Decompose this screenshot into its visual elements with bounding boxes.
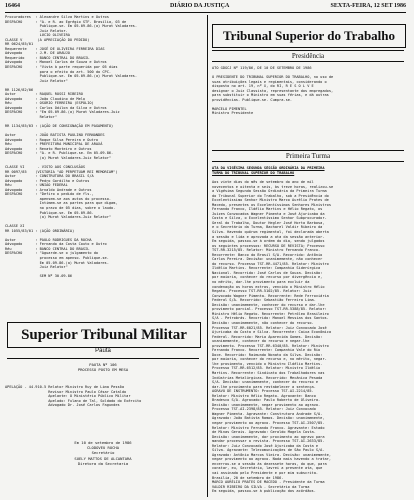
- text-line: Autor : JOÃO BATISTA PAULINO FERNANDES: [5, 133, 105, 138]
- text-line: condenação as horas extras, vencido o Ministro Hélio: [212, 284, 325, 289]
- text-line: Regato. Processo TST-RR-5102/85. Relator: Juiz: [212, 289, 312, 294]
- tst-ato-text: [212, 66, 408, 118]
- text-line: a sessão e lida e aprovada a ata da sessão anterior.: [212, 234, 325, 239]
- text-line: no prazo de 05 dias, sobre o laudo.: [5, 205, 116, 210]
- text-line: Publique-se. Em 05.09.86.(a) Murat Valadares-: [5, 74, 137, 79]
- text-line: Réu : UNIÃO FEDERAL: [5, 183, 68, 188]
- text-line: TST-RR-3215/85. Relator: Ministro Fernando Franco.: [212, 248, 321, 253]
- header-rule: [5, 12, 406, 13]
- text-line: Convocado Wagner Pimenta. Recorrente: Rede Ferroviária: [212, 293, 329, 298]
- text-line: Recorrente: Banco do Brasil S/A. Recorrido: Antônio: [212, 252, 323, 257]
- text-line: Advogado : João Claudino de Melo: [5, 96, 86, 101]
- text-line: Advogado : Arnaldo Andrade e Outros: [5, 187, 92, 192]
- text-line: Juiz Relator": [5, 265, 68, 270]
- text-line: (a) Murat Valadares-Juiz Relator": [5, 215, 112, 220]
- text-line: DESPACHO : "A. e R. ao Egrégio STF. Brasília, 03 de: [5, 19, 127, 24]
- text-line: do Tribunal Superior do Trabalho, sob a Presidência do: [212, 193, 329, 198]
- text-line: Réu : BANCO CENTRAL DO BRASIL: [5, 246, 90, 251]
- text-line: DESPACHO : "Defiro o pedido de fls.,: [5, 192, 94, 197]
- text-line: Apelante: O Ministério Público Militar: [5, 394, 131, 399]
- text-line: TURMA DO TRIBUNAL SUPERIOR DO TRABALHO: [212, 170, 295, 175]
- text-line: Réu : PREFEITURA MUNICIPAL DE ARAXÁ: [5, 142, 103, 147]
- text-line: Bradesco S/A. Agravado: Paulo Roberto de Oliveira.: [212, 398, 321, 403]
- text-line: O PRESIDENTE DO TRIBUNAL SUPERIOR DO TRABALHO, no uso de: [212, 75, 334, 80]
- text-line: DESPACHO : "Vista à parte requerida por 05 dias: [5, 65, 118, 70]
- text-line: negar provimento ao agravo. Nada mais havendo a tratar,: [212, 457, 331, 462]
- text-line: provimento. Processo TST-RR-6340/85. Relator: Ministro: [212, 343, 329, 348]
- text-line: encerrou-se a sessão às dezessete horas, do que, para: [212, 461, 327, 466]
- text-line: suas atribuições legais e regimentais, considerando o: [212, 79, 327, 84]
- text-line: e o Secretário da Turma, Bacharel Valdir Ribeiro da: [212, 225, 323, 230]
- text-line: os seguintes processos: RECURSO DE REVISTA; Processo: [212, 243, 325, 248]
- text-line: Ministro Hélio Regato. Recorrente: Petróleo Brasileiro: [212, 311, 329, 316]
- text-line: S/A. Decisão: unanimemente, conhecer do recurso e: [212, 380, 319, 385]
- text-line: ATA DA VIGÉSIMA SEGUNDA SESSÃO ORDINÁRIA DA PRIMEIRA: [212, 166, 325, 170]
- text-line: Nacional. Recorrido: José Carlos de Souza. Decisão:: [212, 270, 323, 275]
- text-line: RR 0624/85/01: [5, 42, 34, 47]
- text-line: designar o Juiz Classista, representante dos empregados,: [212, 88, 334, 93]
- text-line: MARCELO PIMENTEL: [212, 106, 247, 111]
- text-line: Brasília, 20 de setembro de 1986.: [212, 475, 284, 480]
- text-line: vai assinada pelo Presidente e por mim subscrita.: [212, 471, 319, 475]
- stm-rule: [7, 358, 199, 359]
- text-line: Em seguida, passou-se à ordem do dia, sendo julgados: [212, 239, 325, 244]
- text-line: Publique-se. Em 05.09.86.(a) Murat Valadares-: [5, 24, 137, 29]
- text-line: Autor : RAQUEL ROSSI RIBEIRO: [5, 92, 83, 97]
- text-line: Publique-se. Em 05.09.86.: [5, 210, 94, 215]
- tst-ata-text: [212, 180, 408, 497]
- text-line: Federal S/A. Recorrido: Sebastião Ferreira Lima.: [212, 298, 316, 303]
- text-line: Fernando Franco. Recorrente: Companhia Vale do Rio: [212, 348, 321, 353]
- text-line: Requerido : BANCO CENTRAL DO BRASIL: [5, 55, 90, 60]
- text-line: negar provimento ao agravo. Processo TST-AI-2507/85.: [212, 420, 325, 425]
- text-line: Agravado: Antônio Marcos Vieira. Decisão: unanimemente,: [212, 452, 331, 457]
- text-line: Juiz Relator.: [5, 28, 68, 33]
- text-line: Ildélio Martins. Recorrente: Companhia Siderúrgica: [212, 266, 321, 271]
- text-line: Relator": [5, 115, 57, 120]
- text-line: Macedo, presentes os Excelentíssimos Senhores Ministros: [212, 202, 331, 207]
- text-line: Apelado: Fulano de Tal, Soldado do Exército: [5, 398, 142, 403]
- text-line: CLODOVEU ROCHA: [86, 445, 119, 451]
- text-line: Carlos Pereira. Decisão: unanimemente, não conhecer: [212, 257, 323, 262]
- text-line: Advogado : Renato Monteiro e Outros: [5, 146, 92, 151]
- text-line: DESPACHO : "Em 05.09.86.(a) Murat Valadares-Juiz: [5, 110, 120, 115]
- text-line: Advogado : Carlos Odilon da Silva e Outros: [5, 105, 107, 110]
- text-line: SUELY MATTOS DE ALCANTARA: [74, 455, 132, 461]
- text-line: Advogado Dr. José Carlos Fagundes: [5, 403, 120, 408]
- header-date: SEXTA-FEIRA, 12 SET 1986: [330, 3, 406, 9]
- text-line: Advogado : Roque Silva Pereira e Outro: [5, 137, 99, 142]
- text-line: Agravado: João Batista Ramos. Decisão: unanimemente,: [212, 416, 325, 421]
- text-line: a Vigésima Segunda Sessão Ordinária da Primeira Turma: [212, 189, 327, 194]
- text-line: lhe provimento, vencido o Ministro Ildélio Martins.: [212, 361, 323, 366]
- text-line: LUCIO OLIVEIRA: [5, 33, 70, 38]
- text-line: por maioria, conhecer do recurso por divergência e,: [212, 275, 323, 280]
- text-line: ATO GDGCJ Nº 119/86, DE 10 DE SETEMBRO DE 1986: [212, 66, 312, 70]
- text-line: novecentos e oitenta e seis, às treze horas, realizou-se: [212, 184, 334, 189]
- text-line: Advogado : Fernando da Costa Couto e Outro: [5, 242, 107, 247]
- text-line: Autor : PAULO RODRIGUES DA ROCHA: [5, 237, 92, 242]
- text-line: para substituir o Ministro em suas férias, e dá outras: [212, 93, 329, 98]
- text-line: Silva. Havendo quórum regimental, foi declarada aberta: [212, 230, 329, 235]
- text-line: processo em apenso. Publique-se.: [5, 255, 109, 260]
- text-line: CLASSE VI - VISTO AOS CONCLUSÃOS: [5, 165, 86, 170]
- tst-primeira-turma: Primeira Turma: [212, 150, 404, 162]
- text-line: Relator: Ministro Hélio Regato. Agravante: Banco: [212, 393, 316, 398]
- text-line: Costa e Silva, o Excelentíssimo Senhor Subprocurador-: [212, 216, 327, 221]
- text-line: PAUTA Nº 106: [89, 362, 117, 367]
- text-line: Fernando Franco, Ildélio Martins e Hélio Regato, os: [212, 207, 323, 212]
- text-line: Requerente : JOSÉ DE OLIVEIRA FERREIRA DIAS: [5, 46, 105, 51]
- tst-ata-header: [212, 166, 408, 176]
- text-line: dar-lhe provimento para restabelecer a sentença.: [212, 384, 316, 389]
- text-line: mandar processar a revista. Processo TST-AI-2633/85.: [212, 439, 325, 444]
- text-line: Revisor Ministro Paulo César Cataldo: [5, 389, 127, 394]
- text-line: Federal. Recorrido: Maria Aparecida Gomes. Decisão:: [212, 334, 323, 339]
- tst-title: Tribunal Superior do Trabalho: [212, 24, 406, 48]
- left-column-text: [5, 15, 205, 279]
- stm-footer: [7, 440, 199, 466]
- text-line: Secretário: [91, 450, 115, 456]
- text-line: Procuradores : Alexandre Silva Martins e Outros: [5, 15, 109, 19]
- text-line: Doce. Recorrido: Raimundo Nonato da Silva. Decisão:: [212, 352, 323, 357]
- text-line: AGRAVO DE INSTRUMENTO: Processo TST-AI-2214/85.: [212, 389, 314, 394]
- text-line: Excelentíssimo Senhor Ministro Marco Aurélio Prates de: [212, 198, 329, 203]
- text-line: Processo TST-RR-6512/85. Relator: Ministro Ildélio: [212, 366, 321, 371]
- text-line: para o efeito do art. 500 do CPC.: [5, 69, 112, 74]
- text-line: Intimem-se as partes para que digam,: [5, 201, 118, 206]
- stm-title: Superior Tribunal Militar: [7, 322, 201, 348]
- text-line: Relator: Ministro Fernando Franco. Agravante: Estado: [212, 425, 325, 430]
- text-line: DESPACHO : "Aguarde-se o julgamento do: [5, 251, 99, 256]
- text-line: CLASSE XI: [5, 224, 25, 229]
- text-line: providências. Publique-se. Cumpra-se.: [212, 97, 293, 102]
- text-line: Em 10 de setembro de 1986: [74, 440, 132, 445]
- text-line: de Minas Gerais. Agravado: Geraldo Magela Costa.: [212, 430, 316, 435]
- text-line: CLASSE V (A APRECIAÇÃO DO PEDIDO): [5, 37, 90, 42]
- text-line: Advogado : J.M. DE ARAÚJO: [5, 51, 70, 56]
- stm-items: [5, 385, 205, 415]
- text-line: Juízes Convocados Wagner Pimenta e José Ajuricaba da: [212, 211, 325, 216]
- text-line: RR 1055/83/01 : (AÇÃO ORDINÁRIA): [5, 228, 75, 233]
- text-line: Geral do Trabalho, Doutor Hegler José Horta Barbosa,: [212, 220, 325, 225]
- text-line: apensem-se aos autos do processo.: [5, 196, 112, 201]
- text-line: Ministro Presidente: [212, 111, 254, 116]
- text-line: Processo TST-AI-2398/85. Relator: Juiz Convocado: [212, 407, 316, 412]
- text-line: no mérito, dar-lhe provimento para excluir da: [212, 280, 310, 285]
- text-line: Juiz Relator": [5, 78, 68, 83]
- text-line: Ajuricaba da Costa e Silva. Recorrente: Caixa Econômica: [212, 330, 331, 335]
- journal-title: DIÁRIO DA JUSTIÇA: [170, 3, 230, 9]
- text-line: VALDIR RIBEIRO DA SILVA - Secretário da Turma: [212, 484, 310, 489]
- text-line: PROCESSO POSTO EM MESA: [77, 367, 129, 372]
- page-header: [5, 3, 406, 12]
- text-line: Decisão: unanimemente, negar provimento ao agravo.: [212, 402, 321, 407]
- text-line: (a) Murat Valadares-Juiz Relator": [5, 155, 112, 160]
- text-line: Advogado : Manoel Carlos de Souza e Outros: [5, 60, 107, 65]
- text-line: Indústrias Metalúrgicas. Recorrido: Mecânica Pesada: [212, 375, 323, 380]
- text-line: Réu : OSÓRIO FERREIRA (ESPÓLIO): [5, 101, 94, 106]
- text-line: Aos vinte dias do mês de setembro do ano de mil: [212, 180, 314, 184]
- text-line: RR 1126/82/06: [5, 87, 34, 92]
- text-line: provimento parcial. Processo TST-RR-5388/85. Relator:: [212, 307, 327, 312]
- text-line: Decisão: unanimemente, não conhecer do recurso.: [212, 320, 314, 325]
- text-line: Decisão: unanimemente, dar provimento ao agravo para: [212, 434, 325, 439]
- text-line: unanimemente, conhecer do recurso e negar-lhe: [212, 339, 310, 344]
- text-line: Decisão: unanimemente, conhecer do recurso e dar-lhe: [212, 302, 325, 307]
- text-line: RR 1134/85/03 : (AÇÃO DE CONSIGNAÇÃO EM PAGAMENTO): [5, 124, 114, 129]
- text-line: Silva. Agravante: Telecomunicações de São Paulo S/A.: [212, 448, 325, 453]
- text-line: MARCO AURÉLIO PRATES DE MACEDO - Presidente da Turma: [212, 480, 325, 485]
- text-line: Autor : CONSTRUTORA DO BRASIL S/A: [5, 174, 94, 179]
- stm-pauta: [7, 362, 199, 372]
- text-line: constar, eu, Secretário, lavrei a presente ata, que: [212, 466, 323, 471]
- text-line: por maioria, conhecer do recurso e, no mérito, negar-: [212, 357, 327, 362]
- text-line: Processo TST-RR-6021/85. Relator: Juiz Convocado José: [212, 325, 327, 330]
- text-line: S/A - Petrobrás. Recorrido: Manoel Messias dos Santos.: [212, 316, 329, 321]
- text-line: Martins. Recorrente: Sindicato dos Trabalhadores nas: [212, 370, 325, 375]
- text-line: Relator: Juiz Convocado José Ajuricaba da Costa e: [212, 443, 319, 448]
- text-line: disposto no art. 19, nº X, do RI, R E S O L V E: [212, 84, 314, 89]
- text-line: APELAÇÃO - 44.910-5 Relator Ministro Ruy de Lima Pessôa: [5, 385, 124, 389]
- text-line: Advogado : Pedro Gordilho e Outros: [5, 178, 90, 183]
- text-line: do recurso. Processo TST-RR-4471/85. Relator: Ministro: [212, 261, 329, 266]
- column-divider: [207, 15, 208, 497]
- page-number: 16464: [5, 3, 20, 9]
- stm-subtitle: Pauta: [95, 348, 111, 354]
- tst-presidencia: Presidência: [212, 50, 404, 62]
- text-line: Em 05.09.86.(a) Murat Valadares-: [5, 260, 109, 265]
- text-line: Wagner Pimenta. Agravante: Construtora Andrade S/A.: [212, 411, 323, 416]
- text-line: DESPACHO : "A. e R. Publique-se. Em 05.09.86.: [5, 151, 114, 156]
- text-line: RR 0097/85 (VISTORIA "AD PERPETUAM REI MEMORIAM"): [5, 169, 118, 174]
- text-line: SEM Nº 30.09.86: [5, 274, 73, 279]
- text-line: Diretora da Secretaria: [77, 460, 129, 466]
- text-line: Em seguida, passou-se à publicação dos acórdãos.: [212, 489, 316, 494]
